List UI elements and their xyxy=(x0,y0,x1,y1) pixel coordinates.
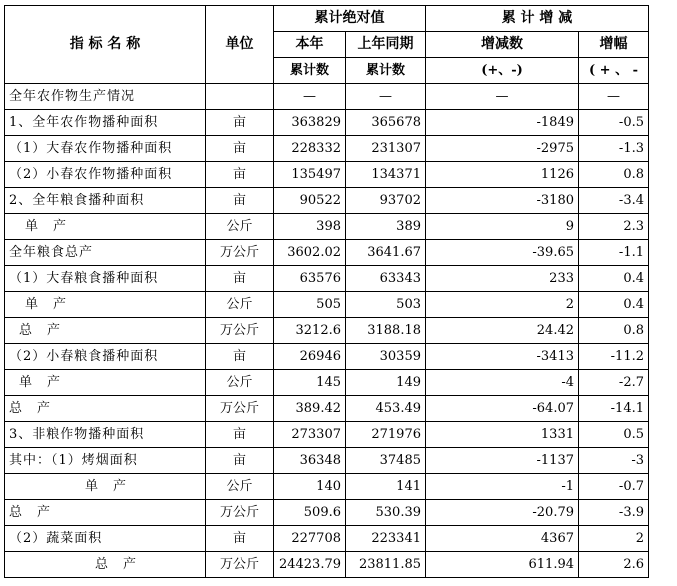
row-change: 233 xyxy=(426,266,579,292)
row-change: -20.79 xyxy=(426,500,579,526)
row-this-year: 3602.02 xyxy=(274,240,346,266)
row-last-year: 453.49 xyxy=(346,396,426,422)
table-row xyxy=(5,422,649,448)
table-row xyxy=(5,344,649,370)
header-cumulative-change: 累 计 增 减 xyxy=(426,6,649,32)
row-unit: 公斤 xyxy=(206,474,274,500)
row-unit: 万公斤 xyxy=(206,318,274,344)
table-row xyxy=(5,110,649,136)
row-name: 总 产 xyxy=(5,500,206,526)
header-cumulative-absolute: 累计绝对值 xyxy=(274,6,426,32)
row-unit: 万公斤 xyxy=(206,240,274,266)
row-name: 总 产 xyxy=(5,552,206,578)
row-name: （1）大春农作物播种面积 xyxy=(5,136,206,162)
row-unit: 公斤 xyxy=(206,292,274,318)
row-rate: -3.4 xyxy=(579,188,649,214)
table-row xyxy=(5,240,649,266)
row-unit: 亩 xyxy=(206,526,274,552)
row-last-year: 503 xyxy=(346,292,426,318)
row-this-year: 140 xyxy=(274,474,346,500)
header-cumulative-2: 累计数 xyxy=(346,58,426,84)
row-change: -1849 xyxy=(426,110,579,136)
row-rate: -14.1 xyxy=(579,396,649,422)
row-this-year: 389.42 xyxy=(274,396,346,422)
row-this-year: 135497 xyxy=(274,162,346,188)
row-this-year: 3212.6 xyxy=(274,318,346,344)
row-this-year: 228332 xyxy=(274,136,346,162)
row-last-year: — xyxy=(346,84,426,110)
row-name: 单 产 xyxy=(5,292,206,318)
row-name: 1、全年农作物播种面积 xyxy=(5,110,206,136)
row-change: -2975 xyxy=(426,136,579,162)
row-name: （2）蔬菜面积 xyxy=(5,526,206,552)
row-last-year: 365678 xyxy=(346,110,426,136)
table-row xyxy=(5,214,649,240)
table-row xyxy=(5,84,649,110)
row-name: （1）大春粮食播种面积 xyxy=(5,266,206,292)
row-unit: 亩 xyxy=(206,422,274,448)
row-rate: 0.4 xyxy=(579,292,649,318)
row-name: 2、全年粮食播种面积 xyxy=(5,188,206,214)
header-last-year: 上年同期 xyxy=(346,32,426,58)
row-this-year: 398 xyxy=(274,214,346,240)
row-this-year: 63576 xyxy=(274,266,346,292)
header-row-1 xyxy=(5,6,649,32)
row-rate: 0.5 xyxy=(579,422,649,448)
row-last-year: 530.39 xyxy=(346,500,426,526)
header-indicator: 指 标 名 称 xyxy=(5,6,206,84)
row-unit: 亩 xyxy=(206,266,274,292)
row-unit: 亩 xyxy=(206,110,274,136)
row-name: 3、非粮作物播种面积 xyxy=(5,422,206,448)
table-row xyxy=(5,448,649,474)
row-last-year: 141 xyxy=(346,474,426,500)
row-last-year: 223341 xyxy=(346,526,426,552)
row-unit: 万公斤 xyxy=(206,396,274,422)
row-change: -39.65 xyxy=(426,240,579,266)
row-rate: -0.7 xyxy=(579,474,649,500)
table-row xyxy=(5,292,649,318)
header-plus-minus-2: ( + 、 - xyxy=(579,58,649,84)
table-row xyxy=(5,526,649,552)
table-row xyxy=(5,474,649,500)
row-name: 单 产 xyxy=(5,370,206,396)
row-last-year: 149 xyxy=(346,370,426,396)
row-name: 全年农作物生产情况 xyxy=(5,84,206,110)
row-change: -1 xyxy=(426,474,579,500)
row-name: 单 产 xyxy=(5,214,206,240)
row-unit: 亩 xyxy=(206,188,274,214)
row-change: -64.07 xyxy=(426,396,579,422)
statistics-table xyxy=(4,5,649,578)
row-this-year: 24423.79 xyxy=(274,552,346,578)
table-row xyxy=(5,370,649,396)
row-change: -4 xyxy=(426,370,579,396)
row-last-year: 3188.18 xyxy=(346,318,426,344)
row-name: （2）小春粮食播种面积 xyxy=(5,344,206,370)
row-this-year: 36348 xyxy=(274,448,346,474)
row-rate: -0.5 xyxy=(579,110,649,136)
row-this-year: 145 xyxy=(274,370,346,396)
row-unit xyxy=(206,84,274,110)
table-row xyxy=(5,136,649,162)
row-rate: — xyxy=(579,84,649,110)
row-change: — xyxy=(426,84,579,110)
row-rate: 2 xyxy=(579,526,649,552)
row-last-year: 23811.85 xyxy=(346,552,426,578)
row-this-year: — xyxy=(274,84,346,110)
row-change: 611.94 xyxy=(426,552,579,578)
row-change: 1126 xyxy=(426,162,579,188)
row-unit: 万公斤 xyxy=(206,500,274,526)
row-change: -3180 xyxy=(426,188,579,214)
row-name: 单 产 xyxy=(5,474,206,500)
row-rate: 0.8 xyxy=(579,318,649,344)
header-this-year: 本年 xyxy=(274,32,346,58)
row-unit: 亩 xyxy=(206,344,274,370)
row-last-year: 389 xyxy=(346,214,426,240)
row-name: 总 产 xyxy=(5,396,206,422)
row-last-year: 37485 xyxy=(346,448,426,474)
row-name: 总 产 xyxy=(5,318,206,344)
row-last-year: 3641.67 xyxy=(346,240,426,266)
row-this-year: 505 xyxy=(274,292,346,318)
row-rate: -3 xyxy=(579,448,649,474)
table-row xyxy=(5,162,649,188)
row-rate: -1.3 xyxy=(579,136,649,162)
row-last-year: 63343 xyxy=(346,266,426,292)
table-row xyxy=(5,396,649,422)
row-last-year: 271976 xyxy=(346,422,426,448)
row-rate: -11.2 xyxy=(579,344,649,370)
header-change-amount: 增减数 xyxy=(426,32,579,58)
table-row xyxy=(5,318,649,344)
row-change: -1137 xyxy=(426,448,579,474)
row-this-year: 90522 xyxy=(274,188,346,214)
row-unit: 亩 xyxy=(206,136,274,162)
row-rate: 2.6 xyxy=(579,552,649,578)
row-this-year: 363829 xyxy=(274,110,346,136)
table-row xyxy=(5,500,649,526)
row-rate: -3.9 xyxy=(579,500,649,526)
row-unit: 万公斤 xyxy=(206,552,274,578)
table-row xyxy=(5,266,649,292)
row-unit: 公斤 xyxy=(206,370,274,396)
table-row xyxy=(5,188,649,214)
row-rate: 0.8 xyxy=(579,162,649,188)
row-rate: 0.4 xyxy=(579,266,649,292)
row-unit: 公斤 xyxy=(206,214,274,240)
row-unit: 亩 xyxy=(206,162,274,188)
row-change: -3413 xyxy=(426,344,579,370)
row-name: （2）小春农作物播种面积 xyxy=(5,162,206,188)
row-rate: -1.1 xyxy=(579,240,649,266)
row-last-year: 134371 xyxy=(346,162,426,188)
row-rate: 2.3 xyxy=(579,214,649,240)
header-unit: 单位 xyxy=(206,6,274,84)
row-change: 4367 xyxy=(426,526,579,552)
row-change: 9 xyxy=(426,214,579,240)
row-last-year: 231307 xyxy=(346,136,426,162)
header-cumulative-1: 累计数 xyxy=(274,58,346,84)
row-name: 全年粮食总产 xyxy=(5,240,206,266)
row-this-year: 227708 xyxy=(274,526,346,552)
header-change-rate: 增幅 xyxy=(579,32,649,58)
row-this-year: 26946 xyxy=(274,344,346,370)
row-rate: -2.7 xyxy=(579,370,649,396)
row-change: 24.42 xyxy=(426,318,579,344)
row-name: 其中：（1）烤烟面积 xyxy=(5,448,206,474)
header-plus-minus: (+、-) xyxy=(426,58,579,84)
row-change: 1331 xyxy=(426,422,579,448)
row-unit: 亩 xyxy=(206,448,274,474)
table-row xyxy=(5,552,649,578)
row-last-year: 30359 xyxy=(346,344,426,370)
row-change: 2 xyxy=(426,292,579,318)
row-this-year: 273307 xyxy=(274,422,346,448)
row-last-year: 93702 xyxy=(346,188,426,214)
row-this-year: 509.6 xyxy=(274,500,346,526)
